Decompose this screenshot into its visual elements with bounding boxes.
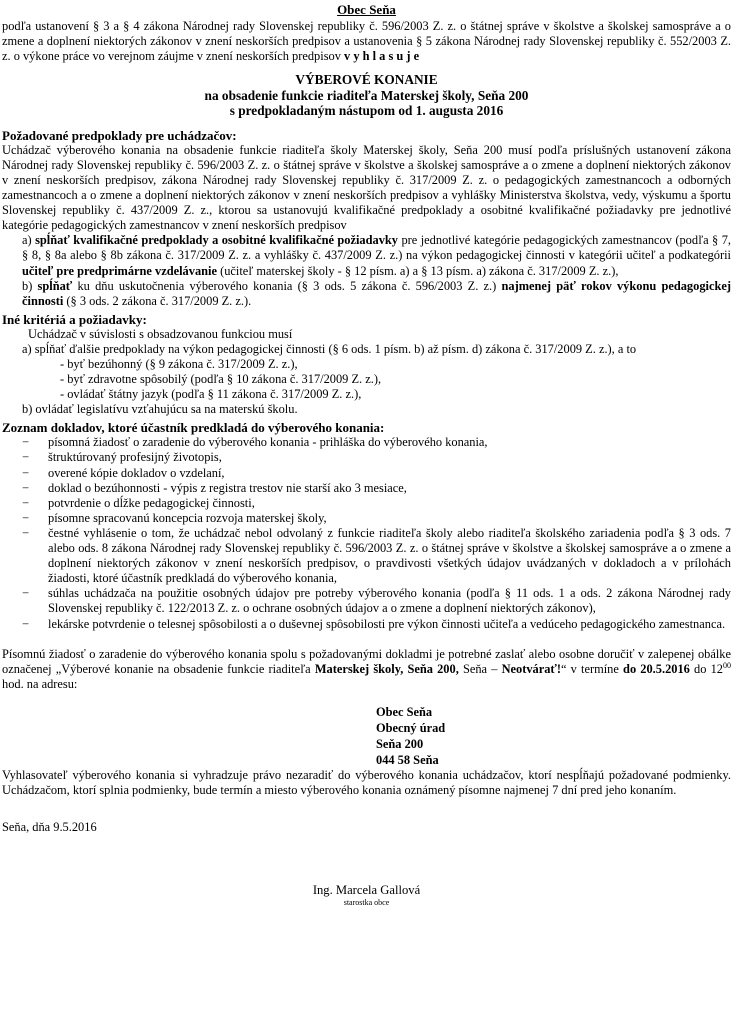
other-criteria-intro: Uchádzač v súvislosti s obsadzovanou funkciou musí xyxy=(28,326,293,341)
list-item xyxy=(0,481,733,496)
other-criteria-sub-1: - byť bezúhonný (§ 9 zákona č. 317/2009 Z. z.), xyxy=(60,357,298,371)
list-item xyxy=(0,511,733,526)
submission-text-5: hod. na adresu: xyxy=(2,676,78,691)
requirement-a-text2: (učiteľ materskej školy - § 12 písm. a) a § 13 písm. a) zákona č. 317/2009 Z. z.), xyxy=(216,263,619,278)
date-line: Seňa, dňa 9.5.2016 xyxy=(2,820,97,835)
list-item-text: čestné vyhlásenie o tom, že uchádzač nebol odvolaný z funkcie riaditeľa školy alebo riaditeľa školského zariadenia podľa § 3 ods. 7 alebo ods. 8 zákona Národnej rady Slovenskej republiky č. 596/2003 Z. z. o štátnej správe v školstve a školskej samospráve a o zmene a doplnení niektorých zákonov v znení neskorších predpisov, o pravdivosti všetkých údajov uvádzaných v dokladoch a v prílohách žiadosti, ktoré účastník predkladá do výberového konania, xyxy=(48,525,731,586)
requirements-heading: Požadované predpoklady pre uchádzačov: xyxy=(2,127,237,143)
submission-text-4: do 12 xyxy=(689,661,723,676)
dash-bullet: − xyxy=(22,510,29,525)
list-item xyxy=(0,526,733,586)
other-criteria-heading: Iné kritériá a požiadavky: xyxy=(2,311,147,327)
submission-bold-2: Neotvárať! xyxy=(501,661,562,676)
list-item-text: potvrdenie o dĺžke pedagogickej činnosti, xyxy=(48,495,255,510)
announcement-heading xyxy=(0,72,733,119)
address-line-4: 044 58 Seňa xyxy=(376,752,439,767)
list-item xyxy=(0,435,733,450)
list-item xyxy=(0,496,733,511)
other-criteria-sub-3: - ovládať štátny jazyk (podľa § 11 zákona č. 317/2009 Z. z.), xyxy=(60,387,362,402)
address-block xyxy=(0,704,733,768)
dash-bullet: − xyxy=(22,495,29,510)
requirement-a-bold: spĺňať kvalifikačné predpoklady a osobitné kvalifikačné požiadavky xyxy=(35,233,399,248)
requirement-b-bold2: najmenej päť rokov výkonu pedagogickej činnosti xyxy=(22,278,731,308)
submission-bold-1: Materskej školy, Seňa 200, xyxy=(314,661,459,676)
list-item-text: písomne spracovanú koncepcia rozvoja materskej školy, xyxy=(48,510,327,525)
intro-text: podľa ustanovení § 3 a § 4 zákona Národnej rady Slovenskej republiky č. 596/2003 Z. z. o štátnej správe v školstve a školskej samospráve a o zmene a doplnení niektorých zákonov v znení neskorších predpisov a ustanovenia § 5 zákona Národnej rady Slovenskej republiky č. 552/2003 Z. z. o výkone práce vo verejnom záujme v znení neskorších predpisov xyxy=(2,19,731,64)
requirement-a-bold2: učiteľ pre predprimárne vzdelávanie xyxy=(22,263,217,278)
dash-bullet: − xyxy=(22,480,29,495)
dash-bullet: − xyxy=(22,586,29,601)
announcement-start: s predpokladaným nástupom od 1. augusta 2016 xyxy=(229,103,504,119)
requirement-a-text1: pre jednotlivé kategórie pedagogických zamestnancov (podľa § 7, § 8, § 8a alebo § 8b zákona č. 317/2009 Z. z. a vyhlášky č. 437/2009 Z. z.) na výkon pedagogickej činnosti v kategórii učiteľ a podkategórii xyxy=(22,233,731,263)
submission-time-sup: 00 xyxy=(722,660,731,670)
municipality-title: Obec Seňa xyxy=(337,2,396,17)
submission-paragraph xyxy=(0,647,733,692)
requirement-b-text1: ku dňu uskutočnenia výberového konania (§ 3 ods. 5 zákona č. 596/2003 Z. z.) xyxy=(72,278,502,293)
list-item xyxy=(0,586,733,616)
list-item xyxy=(0,617,733,632)
requirements-intro: Uchádzač výberového konania na obsadenie funkcie riaditeľa školy Materskej školy, Seňa 200 musí podľa príslušných ustanovení zákona Národnej rady Slovenskej republiky č. 596/2003 Z. z. o štátnej správe v školstve a školskej samospráve a o zmene a doplnení niektorých zákonov v znení neskorších predpisov, zákona Národnej rady Slovenskej republiky č. 317/2009 Z. z. o pedagogických zamestnancoch a odborných zamestnancoch a o zmene a doplnení niektorých zákonov v znení neskorších predpisov a vyhlášky Ministerstva školstva, vedy, výskumu a športu Slovenskej republiky č. 437/2009 Z. z., ktorou sa ustanovujú kvalifikačné predpoklady a osobitné kvalifikačné požiadavky pre jednotlivé kategórie pedagogických zamestnancov v znení neskorších predpisov xyxy=(2,142,731,233)
other-criteria-sub-2: - byť zdravotne spôsobilý (podľa § 10 zákona č. 317/2009 Z. z.), xyxy=(60,372,382,387)
other-criteria-a: a) spĺňať ďalšie predpoklady na výkon pedagogickej činnosti (§ 6 ods. 1 písm. b) až písm. d) zákona č. 317/2009 Z. z.), a to xyxy=(22,341,637,356)
address-line-3: Seňa 200 xyxy=(376,736,424,751)
requirement-b-prefix: b) xyxy=(22,278,38,293)
list-item xyxy=(0,450,733,465)
requirement-b xyxy=(0,279,733,309)
documents-heading: Zoznam dokladov, ktoré účastník predkladá do výberového konania: xyxy=(2,420,385,436)
dash-bullet: − xyxy=(22,465,29,480)
signature-role: starostka obce xyxy=(343,898,390,908)
list-item xyxy=(0,466,733,481)
other-criteria-b: b) ovládať legislatívu vzťahujúcu sa na materskú školu. xyxy=(22,402,298,417)
list-item-text: doklad o bezúhonnosti - výpis z registra trestov nie starší ako 3 mesiace, xyxy=(48,480,407,495)
requirement-a-prefix: a) xyxy=(22,233,36,248)
list-item-text: lekárske potvrdenie o telesnej spôsobilosti a o duševnej spôsobilosti pre výkon činnosti učiteľa a vedúceho pedagogického zamestnanca. xyxy=(48,616,726,631)
announcement-title: VÝBEROVÉ KONANIE xyxy=(295,72,438,88)
requirement-b-text2: (§ 3 ods. 2 zákona č. 317/2009 Z. z.). xyxy=(63,293,252,308)
requirement-a xyxy=(0,233,733,278)
intro-paragraph xyxy=(0,19,733,64)
announcement-position: na obsadenie funkcie riaditeľa Materskej školy, Seňa 200 xyxy=(204,87,529,103)
list-item-text: súhlas uchádzača na použitie osobných údajov pre potreby výberového konania (podľa § 11 ods. 1 a ods. 2 zákona Národnej rady Slovenskej republiky č. 122/2013 Z. z. o ochrane osobných údajov a o zmene a doplnení niektorých zákonov), xyxy=(48,586,731,616)
submission-text-3: “ v termíne xyxy=(561,661,624,676)
list-item-text: overené kópie dokladov o vzdelaní, xyxy=(48,465,225,480)
documents-list xyxy=(0,435,733,631)
list-item-text: písomná žiadosť o zaradenie do výberového konania - prihláška do výberového konania, xyxy=(48,435,488,450)
dash-bullet: − xyxy=(22,435,29,450)
address-line-2: Obecný úrad xyxy=(376,720,446,735)
dash-bullet: − xyxy=(22,616,29,631)
signature-name: Ing. Marcela Gallová xyxy=(312,883,421,898)
requirement-b-bold: spĺňať xyxy=(37,278,73,293)
list-item-text: štruktúrovaný profesijný životopis, xyxy=(48,450,222,465)
submission-deadline: do 20.5.2016 xyxy=(623,661,690,676)
dash-bullet: − xyxy=(22,525,29,540)
submission-text-2: Seňa – xyxy=(458,661,502,676)
proclaims-text: v y h l a s u j e xyxy=(344,49,420,64)
dash-bullet: − xyxy=(22,450,29,465)
address-line-1: Obec Seňa xyxy=(376,704,433,719)
closing-paragraph: Vyhlasovateľ výberového konania si vyhradzuje právo nezaradiť do výberového konania uchádzačov, ktorí nespĺňajú požadované podmienky. Uchádzačom, ktorí splnia podmienky, bude termín a miesto výberového konania oznámený písomne najmenej 7 dní pred jeho konaním. xyxy=(2,767,731,797)
submission-text-1: Písomnú žiadosť o zaradenie do výberového konania spolu s požadovanými dokladmi je potrebné zaslať alebo osobne doručiť v zalepenej obálke označenej „Výberové konanie na obsadenie funkcie riaditeľa xyxy=(2,646,731,676)
